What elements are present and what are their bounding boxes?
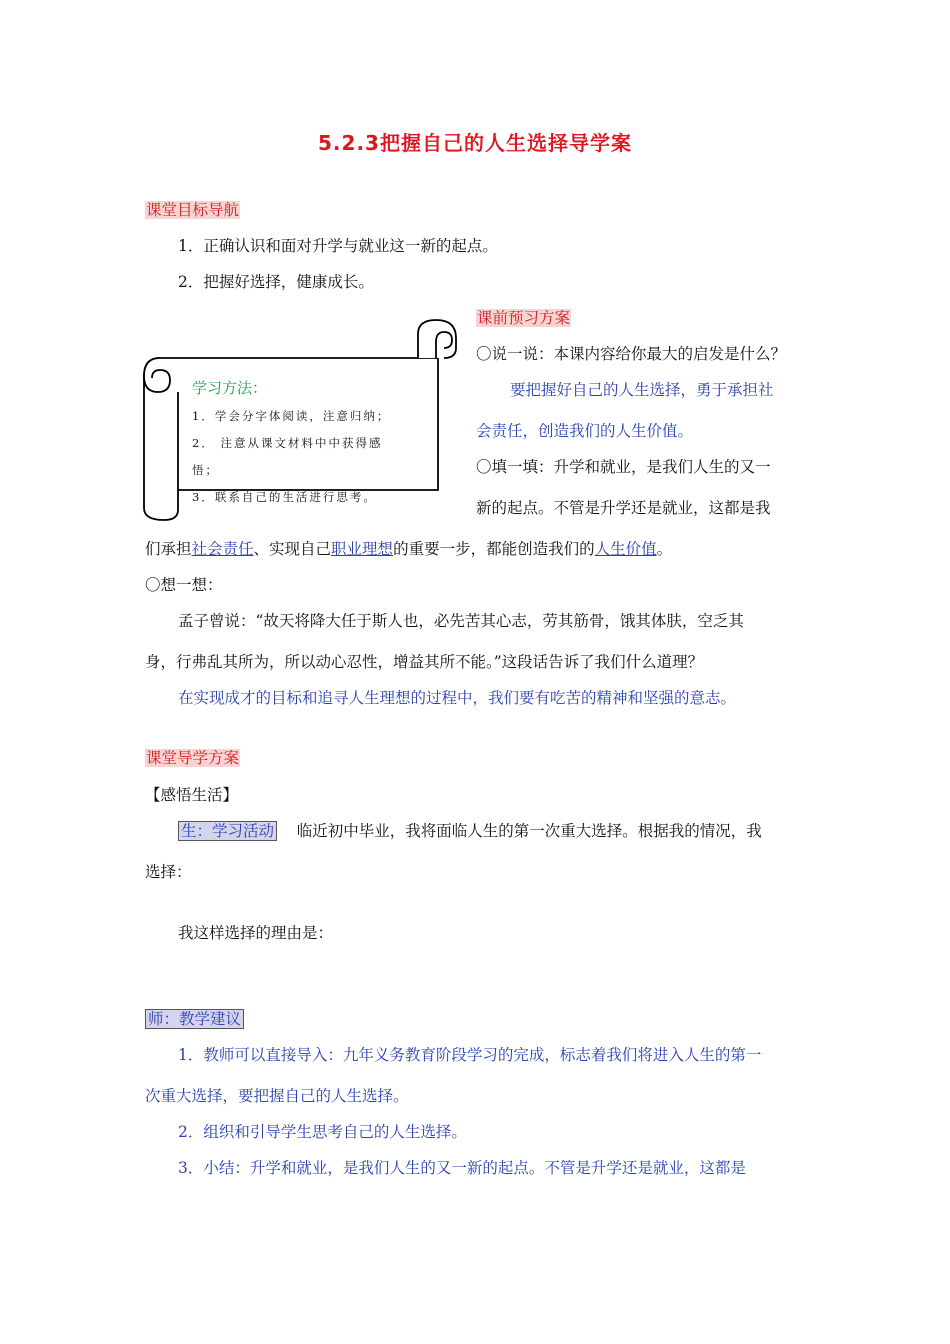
student-activity-line: 生：学习活动 临近初中毕业，我将面临人生的第一次重大选择。根据我的情况，我 xyxy=(178,821,762,841)
fill-line-3: 们承担社会责任、实现自己职业理想的重要一步，都能创造我们的人生价值。 xyxy=(145,540,673,558)
teacher-tag-line xyxy=(145,1009,244,1029)
blank-career-ideal: 职业理想 xyxy=(331,540,394,558)
method-item: 1．学会分字体阅读，注意归纳； xyxy=(192,409,391,423)
blank-life-value: 人生价值 xyxy=(594,540,657,558)
preview-header: 课前预习方案 xyxy=(477,309,571,327)
say-answer-1: 要把握好自己的人生选择，勇于承担社 xyxy=(510,381,774,399)
think-label: 〇想一想： xyxy=(145,576,223,594)
say-answer-2: 会责任，创造我们的人生价值。 xyxy=(476,422,694,440)
guide-subheader: 【感悟生活】 xyxy=(145,786,239,804)
teacher-item-1a: 1．教师可以直接导入：九年义务教育阶段学习的完成，标志着我们将进入人生的第一 xyxy=(178,1046,762,1064)
method-item: 悟； xyxy=(192,463,219,477)
teacher-item-3: 3．小结：升学和就业，是我们人生的又一新的起点。不管是升学还是就业，这都是 xyxy=(178,1159,746,1177)
reason-prompt: 我这样选择的理由是： xyxy=(178,924,334,942)
teacher-item-1b: 次重大选择，要把握自己的人生选择。 xyxy=(145,1087,409,1105)
think-line-2: 身，行弗乱其所为，所以动心忍性，增益其所不能。”这段话告诉了我们什么道理？ xyxy=(145,653,704,671)
goal-item: 2．把握好选择，健康成长。 xyxy=(178,273,374,291)
guide-header: 课堂导学方案 xyxy=(146,749,240,767)
teacher-item-2: 2．组织和引导学生思考自己的人生选择。 xyxy=(178,1123,467,1141)
goal-item: 1．正确认识和面对升学与就业这一新的起点。 xyxy=(178,237,498,255)
goals-header: 课堂目标导航 xyxy=(146,201,240,219)
teacher-tag: 师：教学建议 xyxy=(145,1009,244,1029)
say-question: 〇说一说：本课内容给你最大的启发是什么？ xyxy=(476,345,787,363)
methods-title: 学习方法： xyxy=(192,379,268,397)
fill-line-2: 新的起点。不管是升学还是就业，这都是我 xyxy=(476,499,771,517)
think-answer: 在实现成才的目标和追寻人生理想的过程中，我们要有吃苦的精神和坚强的意志。 xyxy=(178,689,737,707)
think-line-1: 孟子曾说：“故天将降大任于斯人也，必先苦其心志，劳其筋骨，饿其体肤，空乏其 xyxy=(178,612,744,630)
fill-line-1: 〇填一填：升学和就业，是我们人生的又一 xyxy=(476,458,771,476)
method-item: 2． 注意从课文材料中中获得感 xyxy=(192,436,383,450)
student-choice: 选择： xyxy=(145,863,192,881)
blank-social-responsibility: 社会责任 xyxy=(191,540,254,558)
method-item: 3．联系自己的生活进行思考。 xyxy=(192,490,377,504)
page-title: 5.2.3把握自己的人生选择导学案 xyxy=(318,131,632,155)
student-activity-tag: 生：学习活动 xyxy=(178,821,277,841)
